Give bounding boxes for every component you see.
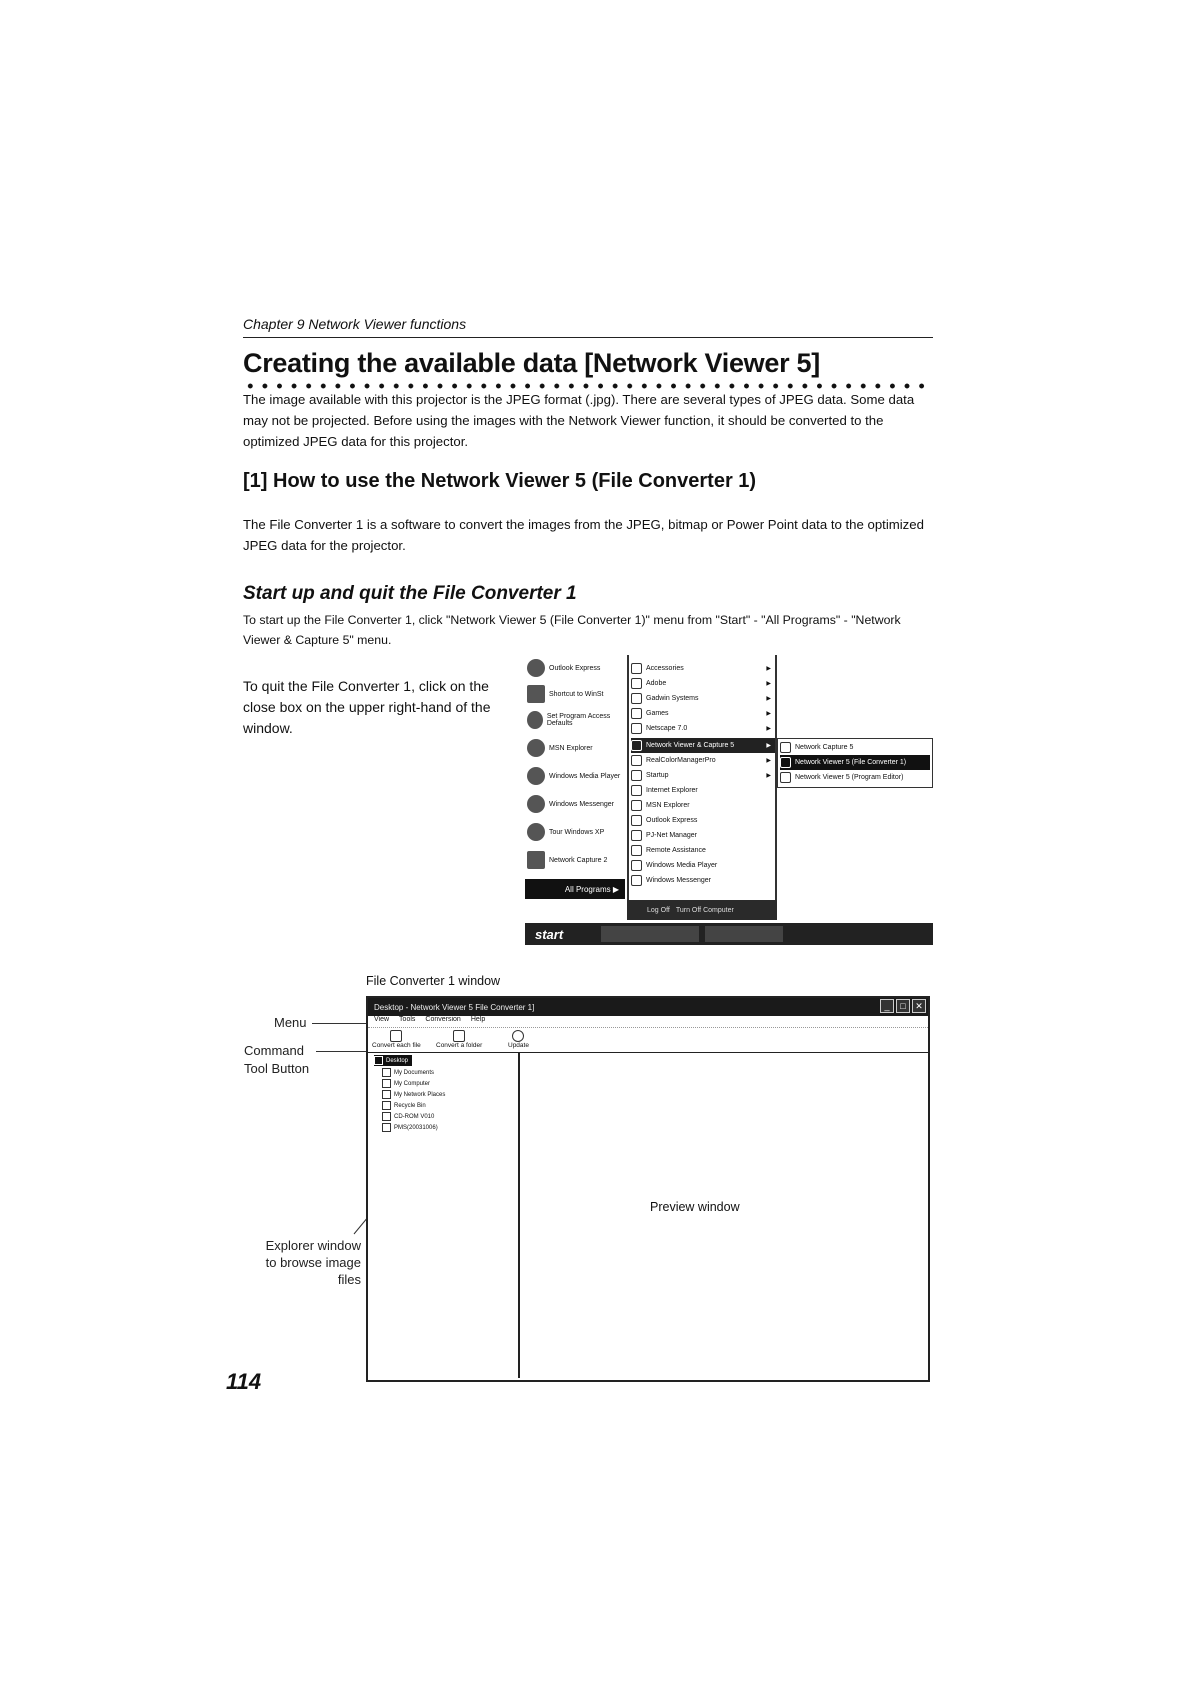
program-item[interactable]: Outlook Express <box>631 813 775 828</box>
folder-icon <box>631 740 642 751</box>
pinned-item[interactable]: Windows Messenger <box>527 791 614 817</box>
all-programs-button[interactable]: All Programs ▶ <box>525 879 625 899</box>
callout-explorer-line1: Explorer window <box>265 1238 361 1253</box>
network-icon <box>382 1090 391 1099</box>
all-programs-menu <box>629 655 777 900</box>
menu-tools[interactable]: Tools <box>399 1016 416 1023</box>
quit-instructions: To quit the File Converter 1, click on the close box on the upper right-hand of the window. <box>243 678 491 736</box>
program-item[interactable]: Startup ▶ <box>631 768 775 783</box>
messenger-icon <box>527 795 545 813</box>
media-player-icon <box>527 767 545 785</box>
cd-rom-icon <box>382 1112 391 1121</box>
folder-icon <box>631 723 642 734</box>
folder-icon <box>631 755 642 766</box>
section-title: Creating the available data [Network Viewer 5] <box>243 348 820 378</box>
media-player-icon <box>631 860 642 871</box>
program-item[interactable]: Gadwin Systems ▶ <box>631 691 775 706</box>
convert-each-file-button[interactable]: Convert each file <box>372 1030 421 1049</box>
program-item[interactable]: PJ-Net Manager <box>631 828 775 843</box>
turnoff-button[interactable]: Turn Off Computer <box>675 906 734 914</box>
minimize-button[interactable]: _ <box>880 999 894 1013</box>
tree-item[interactable]: My Documents <box>382 1067 434 1078</box>
update-button[interactable]: Update <box>508 1030 529 1049</box>
explorer-tree <box>368 1053 520 1378</box>
logoff-button[interactable]: Log Off <box>647 906 670 914</box>
program-item[interactable]: Windows Media Player <box>631 858 775 873</box>
window-title-bar: Desktop - Network Viewer 5 File Converter 1] _ □ ✕ <box>368 998 928 1016</box>
msn-icon <box>631 800 642 811</box>
tree-item[interactable]: Recycle Bin <box>382 1100 426 1111</box>
convert-file-icon <box>390 1030 402 1042</box>
callout-explorer-line3: files <box>337 1272 361 1287</box>
folder-icon <box>382 1068 391 1077</box>
tour-icon <box>527 823 545 841</box>
folder-icon <box>631 693 642 704</box>
submenu-item[interactable]: Network Capture 5 <box>780 740 930 755</box>
pinned-item[interactable]: Tour Windows XP <box>527 819 604 845</box>
network-capture-icon <box>527 851 545 869</box>
callout-toolbutton: Tool Button <box>244 1061 310 1076</box>
folder-icon <box>631 770 642 781</box>
command-toolbar <box>368 1028 928 1053</box>
maximize-button[interactable]: □ <box>896 999 910 1013</box>
tree-item[interactable]: My Network Places <box>382 1089 445 1100</box>
program-item[interactable]: Accessories ▶ <box>631 661 775 676</box>
folder-icon <box>631 663 642 674</box>
pinned-item[interactable]: Shortcut to WinSt <box>527 681 603 707</box>
program-item[interactable]: RealColorManagerPro ▶ <box>631 753 775 768</box>
program-item[interactable]: MSN Explorer <box>631 798 775 813</box>
remote-assistance-icon <box>631 845 642 856</box>
program-item[interactable]: Internet Explorer <box>631 783 775 798</box>
start-instructions: To start up the File Converter 1, click "Network Viewer 5 (File Converter 1)" menu from "Start" - "All Programs" - "Network Viewer & Capture 5" menu. <box>243 613 901 647</box>
menu-help[interactable]: Help <box>470 1016 486 1023</box>
figure-caption: File Converter 1 window <box>366 974 501 988</box>
messenger-icon <box>631 875 642 886</box>
tree-item[interactable]: CD-ROM V010 <box>382 1111 434 1122</box>
convert-folder-icon <box>453 1030 465 1042</box>
callout-explorer-line2: to browse image <box>265 1255 361 1270</box>
program-item[interactable]: Netscape 7.0 ▶ <box>631 721 775 736</box>
network-viewer-submenu <box>777 738 933 788</box>
program-item[interactable]: Adobe ▶ <box>631 676 775 691</box>
computer-icon <box>382 1079 391 1088</box>
shortcut-icon <box>527 685 545 703</box>
tree-item-desktop[interactable]: Desktop <box>374 1055 412 1066</box>
taskbar-button[interactable] <box>705 926 783 942</box>
pinned-item[interactable]: Set Program Access Defaults <box>527 707 627 733</box>
callout-line-command <box>316 1051 368 1052</box>
start-button[interactable]: start <box>535 926 564 942</box>
pj-net-icon <box>631 830 642 841</box>
recycle-bin-icon <box>382 1101 391 1110</box>
callout-command: Command <box>244 1043 304 1058</box>
viewer-icon <box>780 757 791 768</box>
callout-line-menu <box>312 1023 368 1024</box>
msn-icon <box>527 739 545 757</box>
folder-icon <box>631 678 642 689</box>
desktop-icon <box>374 1056 383 1065</box>
menu-view[interactable]: View <box>374 1016 390 1023</box>
start-menu-screenshot <box>525 655 933 945</box>
pinned-item[interactable]: Windows Media Player <box>527 763 620 789</box>
header-rule <box>243 337 933 338</box>
program-access-icon <box>527 711 543 729</box>
subsection-title: [1] How to use the Network Viewer 5 (File Converter 1) <box>243 470 757 492</box>
submenu-item-file-converter[interactable]: Network Viewer 5 (File Converter 1) <box>780 755 930 770</box>
menu-bar <box>368 1016 928 1028</box>
folder-icon <box>631 708 642 719</box>
file-converter-window <box>366 996 930 1382</box>
taskbar <box>525 923 933 945</box>
refresh-icon <box>512 1030 524 1042</box>
viewer-icon <box>780 772 791 783</box>
chapter-header: Chapter 9 Network Viewer functions <box>243 316 467 332</box>
callout-menu: Menu <box>274 1015 307 1030</box>
tree-item[interactable]: My Computer <box>382 1078 430 1089</box>
taskbar-button[interactable] <box>601 926 699 942</box>
submenu-item[interactable]: Network Viewer 5 (Program Editor) <box>780 770 930 785</box>
convert-folder-button[interactable]: Convert a folder <box>436 1030 482 1049</box>
menu-conversion[interactable]: Conversion <box>425 1016 461 1023</box>
tree-item[interactable]: PMS(20031006) <box>382 1122 438 1133</box>
start-menu-footer <box>627 900 777 920</box>
program-item-network-viewer-capture[interactable]: Network Viewer & Capture 5 ▶ <box>631 738 775 753</box>
drive-icon <box>382 1123 391 1132</box>
program-item[interactable]: Windows Messenger <box>631 873 775 888</box>
close-button[interactable]: ✕ <box>912 999 926 1013</box>
outlook-icon <box>631 815 642 826</box>
program-item[interactable]: Games ▶ <box>631 706 775 721</box>
preview-window-label: Preview window <box>650 1200 740 1214</box>
start-menu-pinned <box>525 655 629 900</box>
program-item[interactable]: Remote Assistance <box>631 843 775 858</box>
capture-icon <box>780 742 791 753</box>
startquit-title: Start up and quit the File Converter 1 <box>243 583 577 604</box>
outlook-icon <box>527 659 545 677</box>
pinned-item[interactable]: Outlook Express <box>527 655 600 681</box>
page-number: 114 <box>226 1369 262 1394</box>
intro-paragraph: The image available with this projector is the JPEG format (.jpg). There are several types of JPEG data. Some data may not be projected. Before using the images with the Network Viewer function, it should be converted to the optimized JPEG data for this projector. <box>243 392 915 449</box>
pinned-item[interactable]: MSN Explorer <box>527 735 593 761</box>
pinned-item[interactable]: Network Capture 2 <box>527 847 607 873</box>
ie-icon <box>631 785 642 796</box>
subsection-body: The File Converter 1 is a software to convert the images from the JPEG, bitmap or Power Point data to the optimized JPEG data for the projector. <box>243 517 924 553</box>
